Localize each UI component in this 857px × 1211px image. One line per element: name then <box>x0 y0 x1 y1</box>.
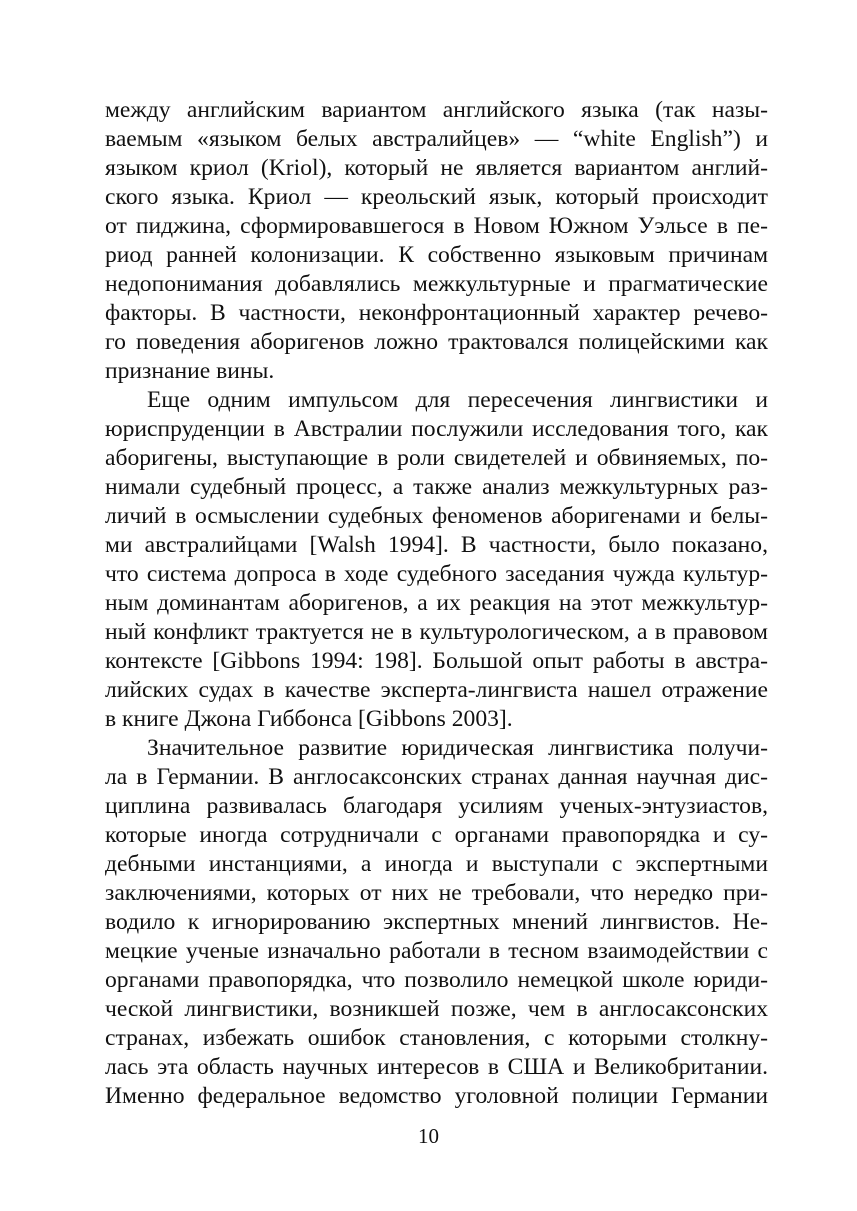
text-line: Именно федеральное ведомство уголовной полиции Германии <box>105 1083 768 1109</box>
text-line: факторы. В частности, неконфронтационный характер речево- <box>105 300 768 326</box>
text-line: лийских судах в качестве эксперта-лингвиста нашел отражение <box>105 677 768 703</box>
text-line: странах, избежать ошибок становления, с которыми столкну- <box>105 1025 768 1051</box>
text-line: циплина развивалась благодаря усилиям ученых-энтузиастов, <box>105 793 768 819</box>
paragraph <box>105 734 768 1111</box>
text-line: аборигены, выступающие в роли свидетелей и обвиняемых, по- <box>105 445 768 471</box>
text-line: водило к игнорированию экспертных мнений лингвистов. Не- <box>105 909 768 935</box>
text-line: юриспруденции в Австралии послужили исследования того, как <box>105 416 768 442</box>
paragraph <box>105 96 768 386</box>
text-line: ла в Германии. В англосаксонских странах данная научная дис- <box>105 764 768 790</box>
text-line: мецкие ученые изначально работали в тесном взаимодействии с <box>105 938 768 964</box>
text-line: заключениями, которых от них не требовали, что нередко при- <box>105 880 768 906</box>
text-line: признание вины. <box>105 358 275 384</box>
body-text <box>105 96 768 1111</box>
text-line: от пиджина, сформировавшегося в Новом Южном Уэльсе в пе- <box>105 213 768 239</box>
text-line: контексте [Gibbons 1994: 198]. Большой опыт работы в австра- <box>105 648 768 674</box>
text-line: ческой лингвистики, возникшей позже, чем в англосаксонских <box>105 996 768 1022</box>
text-line: ваемым «языком белых австралийцев» — “white English”) и <box>105 126 768 152</box>
text-line: органами правопорядка, что позволило немецкой школе юриди- <box>105 967 768 993</box>
text-line: которые иногда сотрудничали с органами правопорядка и су- <box>105 822 768 848</box>
text-line: между английским вариантом английского языка (так назы- <box>105 97 768 123</box>
text-line: ным доминантам аборигенов, а их реакция на этот межкультур- <box>105 590 768 616</box>
text-line: в книге Джона Гиббонса [Gibbons 2003]. <box>105 706 513 732</box>
paragraph <box>105 386 768 734</box>
text-line: личий в осмыслении судебных феноменов аборигенами и белы- <box>105 503 768 529</box>
page-number: 10 <box>418 1124 439 1148</box>
text-line: лась эта область научных интересов в США и Великобритании. <box>105 1054 768 1080</box>
text-line: дебными инстанциями, а иногда и выступали с экспертными <box>105 851 768 877</box>
text-line: что система допроса в ходе судебного заседания чужда культур- <box>105 561 768 587</box>
text-line: го поведения аборигенов ложно трактовался полицейскими как <box>105 329 768 355</box>
text-line: ми австралийцами [Walsh 1994]. В частности, было показано, <box>105 532 768 558</box>
text-line: нимали судебный процесс, а также анализ межкультурных раз- <box>105 474 768 500</box>
text-line: риод ранней колонизации. К собственно языковым причинам <box>105 242 768 268</box>
text-line: недопонимания добавлялись межкультурные и прагматические <box>105 271 768 297</box>
text-line: ского языка. Криол — креольский язык, который происходит <box>105 184 768 210</box>
text-line: Значительное развитие юридическая лингвистика получи- <box>147 735 768 761</box>
text-line: Еще одним импульсом для пересечения лингвистики и <box>147 387 768 413</box>
text-line: ный конфликт трактуется не в культурологическом, а в правовом <box>105 619 768 645</box>
text-line: языком криол (Kriol), который не является вариантом англий- <box>105 155 768 181</box>
